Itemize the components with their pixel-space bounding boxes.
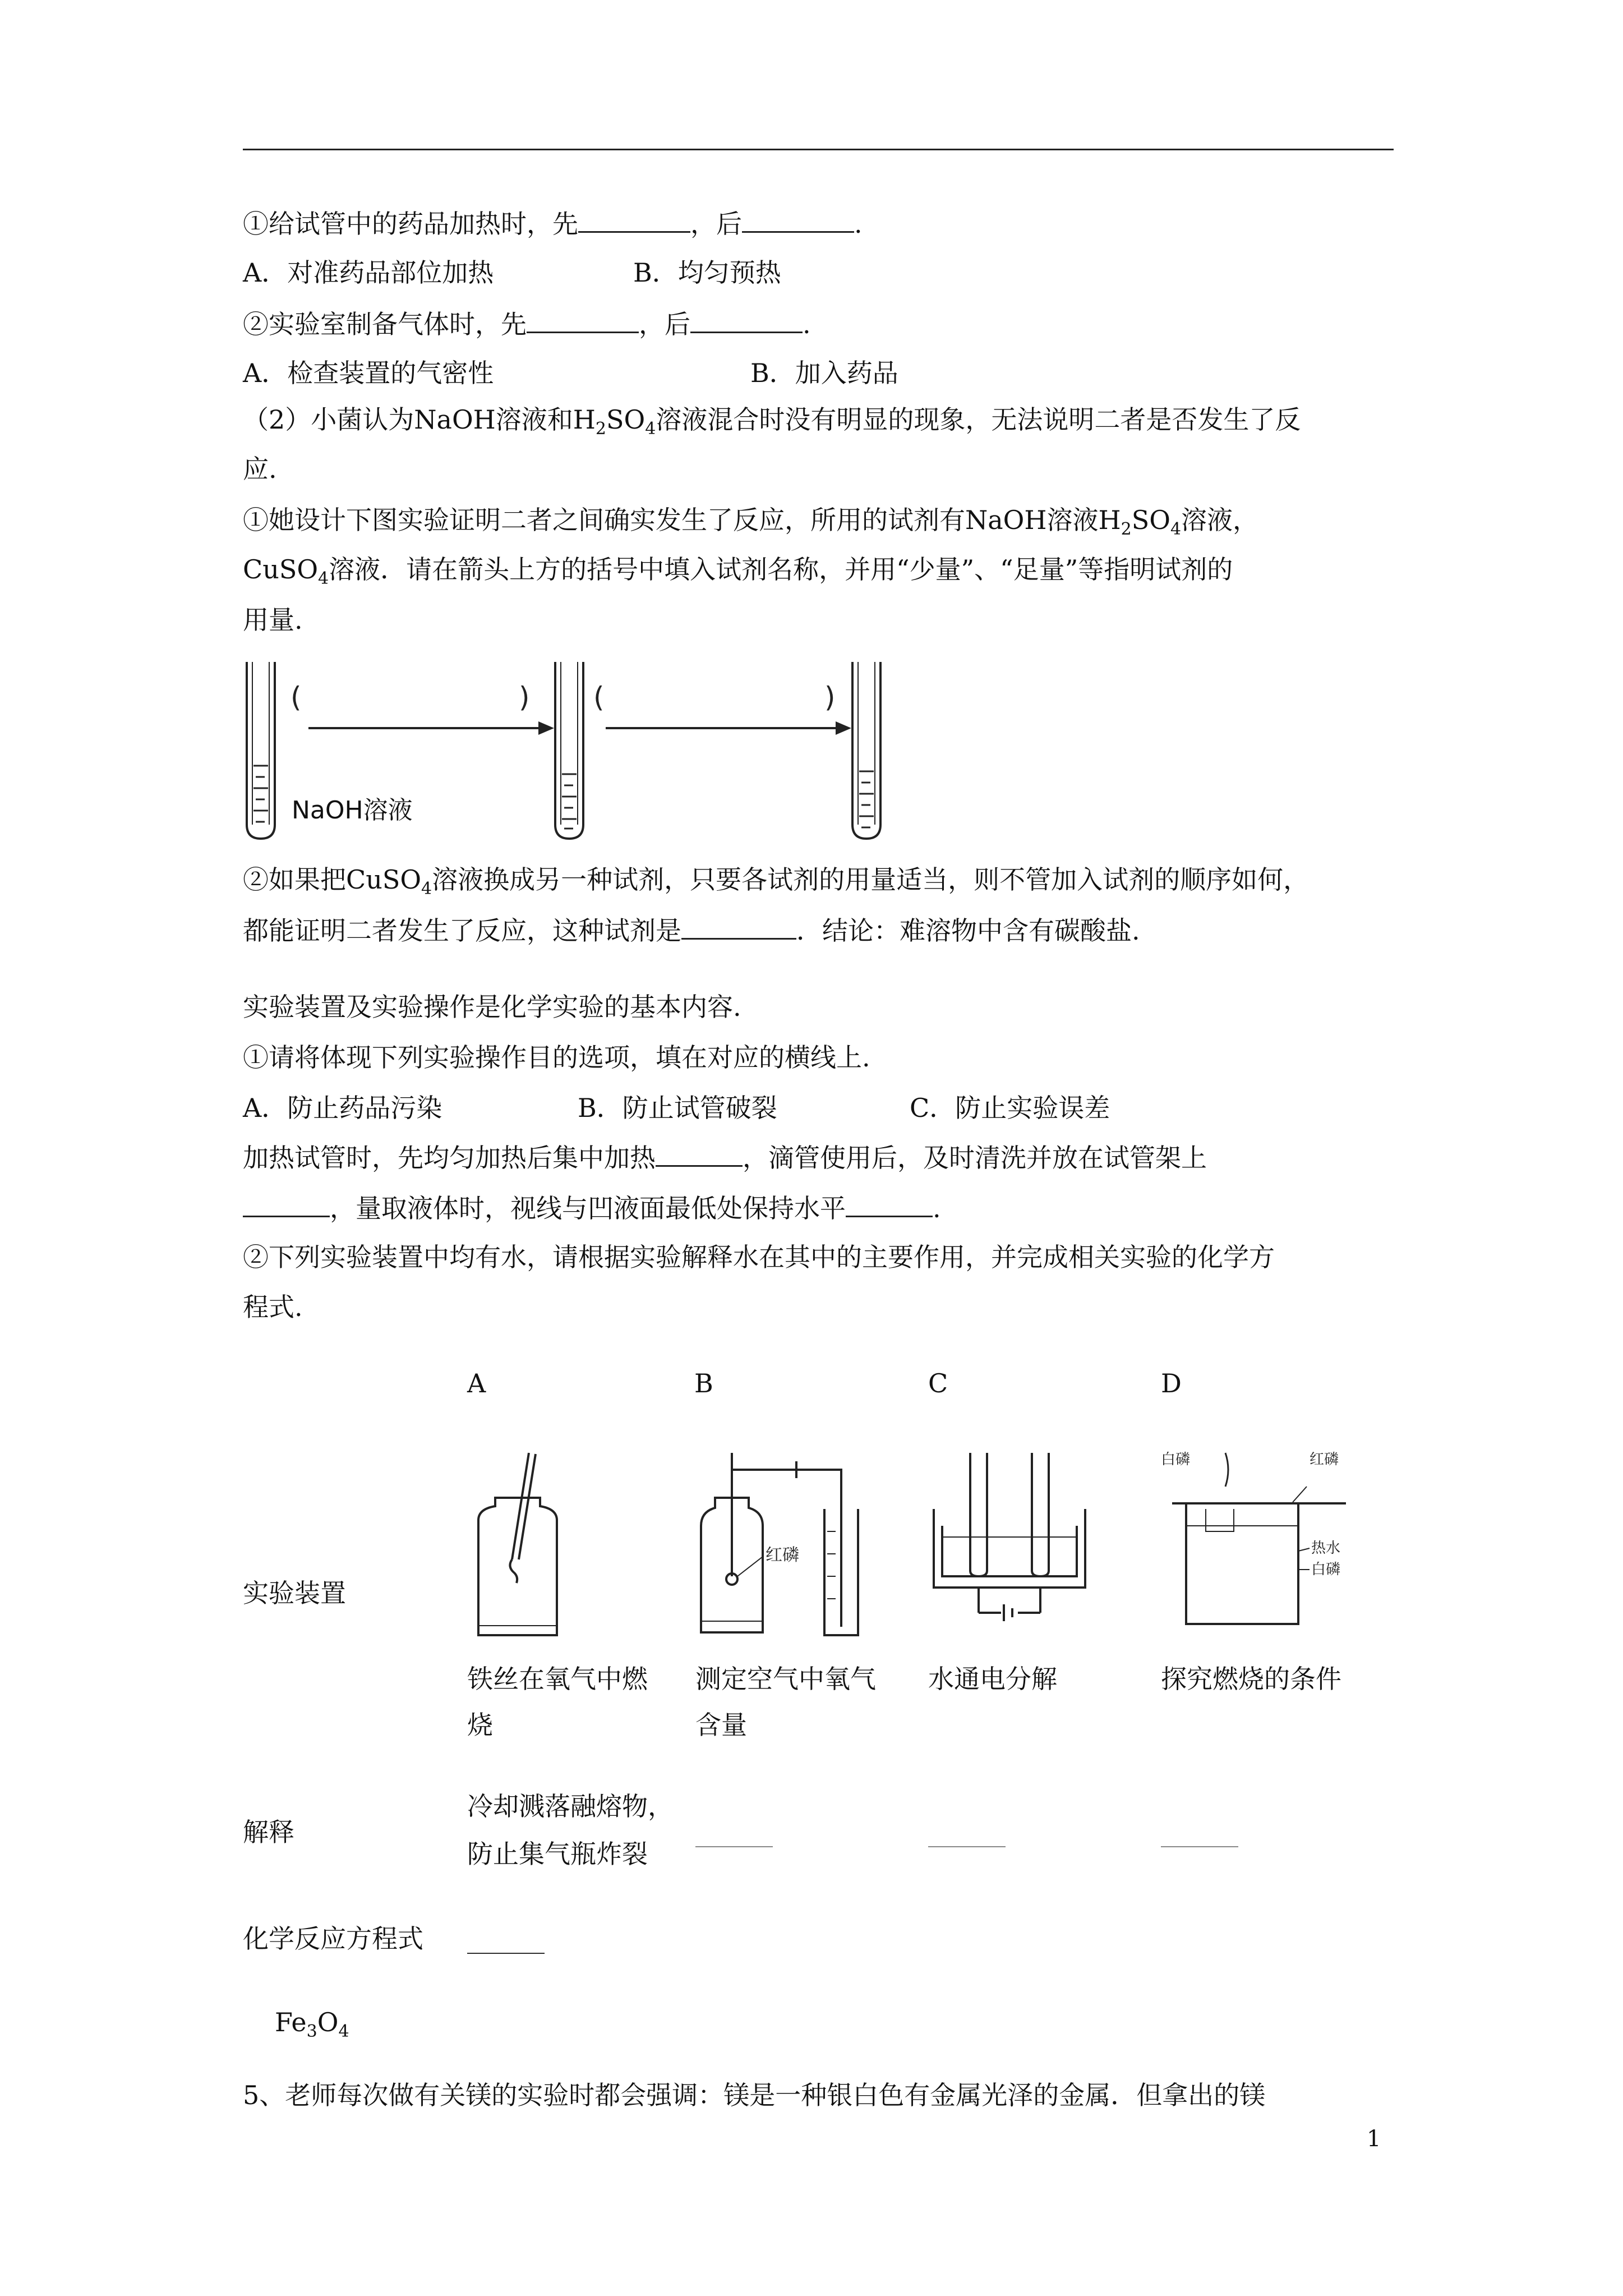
svg-text:): )	[824, 681, 836, 714]
desc-a-line1: 铁丝在氧气中燃	[467, 1664, 648, 1694]
q5-text: 5、老师每次做有关镁的实验时都会强调：镁是一种银白色有金属光泽的金属．但拿出的镁	[243, 2080, 1266, 2110]
row-label-device: 实验装置	[243, 1578, 346, 1608]
svg-text:白磷: 白磷	[1311, 1561, 1341, 1578]
q1-line1: ①给试管中的药品加热时，先 ，后 .	[243, 206, 863, 241]
q3-sentence-line2: ，量取液体时，视线与凹液面最低处保持水平 .	[243, 1191, 941, 1225]
answer-blank[interactable]	[846, 1191, 933, 1217]
q2-paragraph-line3: ①她设计下图实验证明二者之间确实发生了反应，所用的试剂有NaOH溶液$H_2SO_4$溶液，	[243, 505, 1259, 539]
svg-text:(: (	[291, 681, 302, 714]
desc-b-line2: 含量	[695, 1710, 747, 1740]
answer-blank[interactable]	[527, 307, 639, 333]
q1-option-b: B．均匀预热	[633, 257, 781, 288]
q1-option2-a: A．检查装置的气密性	[243, 358, 494, 388]
desc-d: 探究燃烧的条件	[1161, 1664, 1341, 1694]
explain-b-blank[interactable]: ______	[695, 1817, 773, 1847]
q3-sentence-line3: ②下列实验装置中均有水，请根据实验解释水在其中的主要作用，并完成相关实验的化学方	[243, 1242, 1275, 1272]
test-tube-1	[247, 662, 275, 839]
svg-text:(: (	[593, 681, 605, 714]
fe3o4-formula: $Fe_3O_4$	[275, 2007, 349, 2041]
q2-paragraph-line1: （2）小菌认为NaOH溶液和$H_2SO_4$溶液混合时没有明显的现象，无法说明二者是否发生了反	[243, 404, 1301, 439]
q2-paragraph-line7: 都能证明二者发生了反应，这种试剂是 ．结论：难溶物中含有碳酸盐.	[243, 913, 1140, 947]
test-tube-2	[555, 662, 583, 839]
explain-d-blank[interactable]: ______	[1161, 1817, 1238, 1847]
svg-text:): )	[519, 681, 530, 714]
column-header-c: C	[928, 1368, 948, 1398]
test-tube-3	[852, 662, 880, 839]
page-number: 1	[1367, 2126, 1381, 2152]
explain-a-line2: 防止集气瓶炸裂	[467, 1839, 648, 1869]
q2-paragraph-line4: CuSO$_4$溶液．请在箭头上方的括号中填入试剂名称，并用“少量”、“足量”等指明试剂的	[243, 554, 1233, 588]
q3-option-a: A．防止药品污染	[243, 1093, 442, 1123]
apparatus-d-combustion	[1161, 1442, 1363, 1638]
svg-text:红磷: 红磷	[1310, 1451, 1339, 1468]
svg-text:热水: 热水	[1311, 1540, 1341, 1557]
row-label-explanation: 解释	[243, 1817, 294, 1847]
red-phosphorus-label: 红磷	[766, 1545, 799, 1565]
q2-paragraph-line2: 应.	[243, 454, 277, 484]
answer-blank[interactable]	[243, 1191, 330, 1217]
q1-line2: ②实验室制备气体时，先 ，后 .	[243, 307, 811, 341]
answer-blank[interactable]	[681, 913, 796, 940]
column-header-a: A	[467, 1368, 486, 1398]
q1-option-a: A．对准药品部位加热	[243, 257, 494, 288]
q3-intro: 实验装置及实验操作是化学实验的基本内容.	[243, 992, 741, 1022]
svg-text:白磷: 白磷	[1161, 1451, 1191, 1468]
desc-c: 水通电分解	[928, 1664, 1057, 1694]
explain-a-line1: 冷却溅落融熔物，	[467, 1791, 674, 1821]
q3-sentence-line1: 加热试管时，先均匀加热后集中加热 ，滴管使用后，及时清洗并放在试管架上	[243, 1140, 1207, 1175]
q2-paragraph-line5: 用量.	[243, 605, 303, 635]
header-rule	[243, 149, 1394, 150]
q1-option2-b: B．加入药品	[750, 358, 898, 388]
desc-b-line1: 测定空气中氧气	[695, 1664, 876, 1694]
apparatus-b-oxygen-measure	[690, 1442, 897, 1638]
column-header-b: B	[694, 1368, 713, 1398]
answer-blank[interactable]	[690, 307, 803, 333]
column-header-d: D	[1161, 1368, 1182, 1398]
row-label-equation: 化学反应方程式	[243, 1924, 423, 1954]
answer-blank[interactable]	[656, 1140, 743, 1167]
desc-a-line2: 烧	[467, 1710, 493, 1740]
q2-paragraph-line6: ②如果把CuSO$_4$溶液换成另一种试剂，只要各试剂的用量适当，则不管加入试剂的顺序如何，	[243, 864, 1310, 899]
q3-sentence-line4: 程式.	[243, 1292, 303, 1322]
apparatus-c-electrolysis	[928, 1442, 1096, 1638]
answer-blank[interactable]	[578, 206, 690, 233]
explain-c-blank[interactable]: ______	[928, 1817, 1006, 1847]
answer-blank[interactable]	[742, 206, 854, 233]
q3-option-c: C．防止实验误差	[910, 1093, 1110, 1123]
naoh-solution-label: NaOH溶液	[292, 796, 413, 825]
q3-option-b: B．防止试管破裂	[578, 1093, 777, 1123]
apparatus-a-iron-wire-jar	[467, 1447, 568, 1638]
q3-instruction: ①请将体现下列实验操作目的选项，填在对应的横线上.	[243, 1042, 870, 1073]
equation-blank[interactable]: ______	[467, 1924, 545, 1954]
